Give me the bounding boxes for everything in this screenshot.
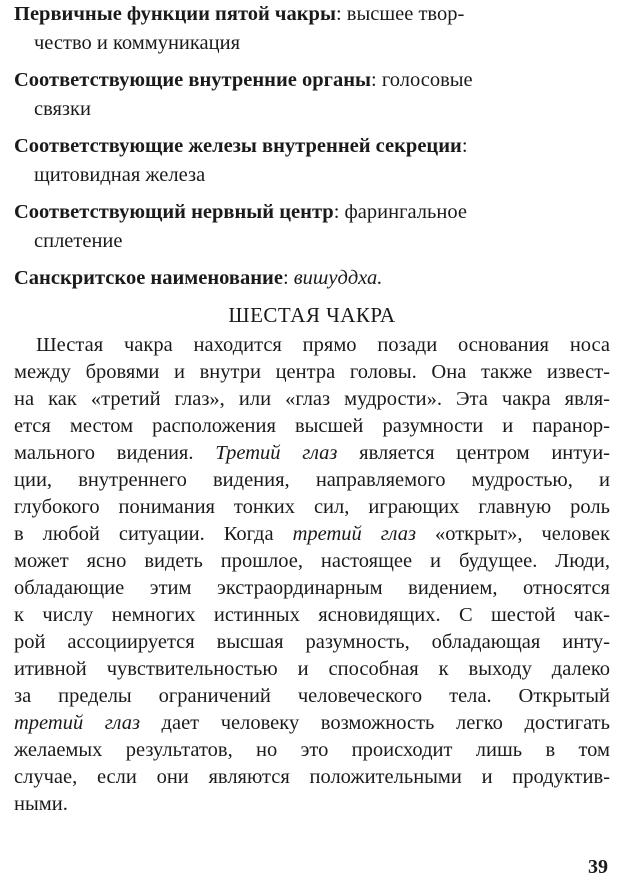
text-segment: в любой ситуации. Когда	[14, 523, 293, 545]
italic-term: Третий глаз	[215, 442, 338, 464]
section-title: ШЕСТАЯ ЧАКРА	[228, 303, 396, 327]
body-paragraph	[14, 332, 610, 818]
attribute-sanskrit	[14, 264, 610, 293]
text-segment: является центром интуи-	[337, 442, 610, 464]
attribute-value-cont: щитовидная железа	[34, 164, 206, 186]
attribute-glands	[14, 132, 610, 190]
text-line: ется местом расположения высшей разумности и паранор-	[14, 415, 610, 437]
text-line: Шестая чакра находится прямо позади основания носа	[36, 334, 610, 356]
text-line: обладающие этим экстраординарным видением, относятся	[14, 577, 610, 599]
attribute-separator: :	[282, 267, 294, 289]
attribute-primary-functions	[14, 0, 610, 58]
attribute-label: Соответствующие внутренние органы	[14, 69, 372, 91]
attribute-value: :	[461, 135, 468, 157]
text-line	[14, 440, 610, 467]
text-segment: дает человеку возможность легко достигать	[139, 712, 610, 734]
attribute-value-cont: чество и коммуникация	[34, 32, 241, 54]
text-line	[14, 710, 610, 737]
text-line: желаемых результатов, но это происходит лишь в том	[14, 739, 610, 761]
attribute-organs	[14, 66, 610, 124]
text-line: может ясно видеть прошлое, настоящее и будущее. Люди,	[14, 550, 610, 572]
text-line: случае, если они являются положительными и продуктив-	[14, 766, 610, 788]
attribute-value: : высшее твор-	[335, 3, 465, 25]
page-number: 39	[588, 856, 608, 878]
text-line: за пределы ограничений человеческого тела. Открытый	[14, 685, 610, 707]
italic-term: третий глаз	[292, 523, 416, 545]
text-line: на как «третий глаз», или «глаз мудрости». Эта чакра явля-	[14, 388, 610, 410]
sanskrit-name: вишуддха.	[293, 267, 383, 289]
text-line: к числу немногих истинных ясновидящих. С шестой чак-	[14, 604, 610, 626]
attribute-label: Первичные функции пятой чакры	[14, 3, 336, 25]
attribute-nerve-center	[14, 198, 610, 256]
page-content	[14, 0, 610, 818]
text-segment: «открыт», человек	[415, 523, 610, 545]
attribute-value: : голосовые	[371, 69, 473, 91]
text-line: ции, внутреннего видения, направляемого мудростью, и	[14, 469, 610, 491]
text-line: ными.	[14, 793, 68, 815]
text-line: глубокого понимания тонких сил, играющих главную роль	[14, 496, 610, 518]
text-segment: мального видения.	[14, 442, 216, 464]
attribute-value-cont: связки	[34, 98, 91, 120]
attribute-value-cont: сплетение	[34, 230, 123, 252]
text-line: итивной чувствительностью и способная к выходу далеко	[14, 658, 610, 680]
attribute-label: Соответствующий нервный центр	[14, 201, 334, 223]
italic-term: третий глаз	[14, 712, 140, 734]
attribute-label: Санскритское наименование	[14, 267, 283, 289]
text-line: рой ассоциируется высшая разумность, обладающая инту-	[14, 631, 610, 653]
text-line	[14, 521, 610, 548]
attribute-label: Соответствующие железы внутренней секреции	[14, 135, 462, 157]
attribute-value: : фарингальное	[333, 201, 467, 223]
text-line: между бровями и внутри центра головы. Она также извест-	[14, 361, 610, 383]
